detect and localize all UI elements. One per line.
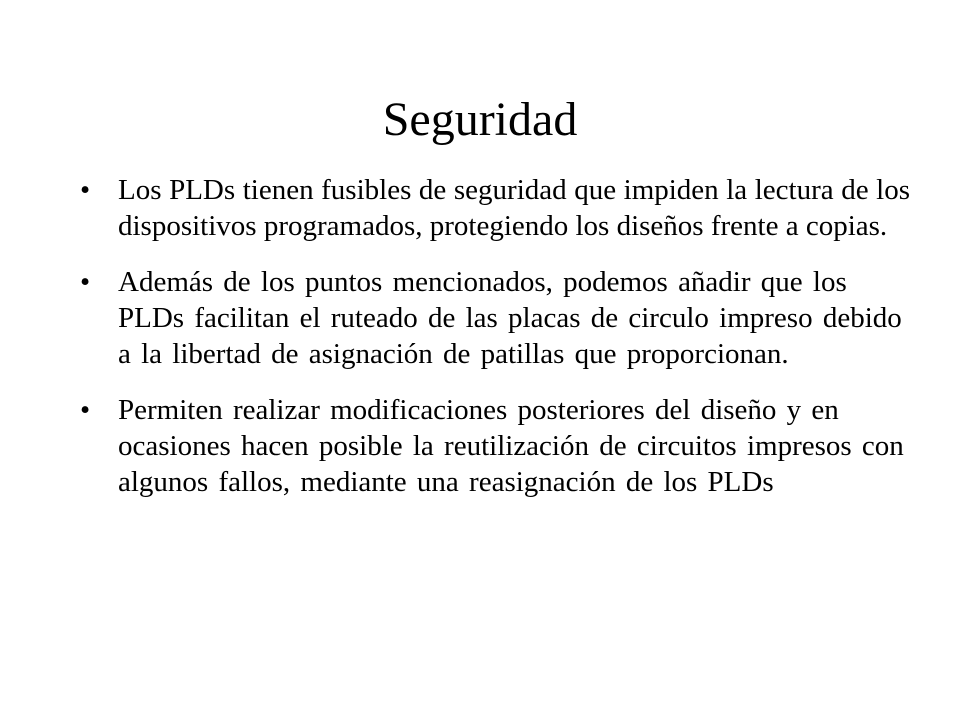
bullet-text: Además de los puntos mencionados, podemos añadir que los PLDs facilitan el ruteado de las placas de circulo impreso debido a la libertad de asignación de patillas que proporcionan. [118,266,902,370]
bullet-item [78,392,910,500]
bullet-item [78,264,910,372]
bullet-icon: • [80,266,91,298]
bullet-icon: • [80,174,91,206]
bullet-icon: • [80,394,91,426]
slide-title: Seguridad [382,93,578,146]
bullet-item [78,172,910,244]
bullet-list [78,172,910,520]
bullet-text: Los PLDs tienen fusibles de seguridad que impiden la lectura de los dispositivos programados, protegiendo los diseños frente a copias. [118,174,910,242]
bullet-text: Permiten realizar modificaciones posteriores del diseño y en ocasiones hacen posible la reutilización de circuitos impresos con algunos fallos, mediante una reasignación de los PLDs [118,394,904,498]
